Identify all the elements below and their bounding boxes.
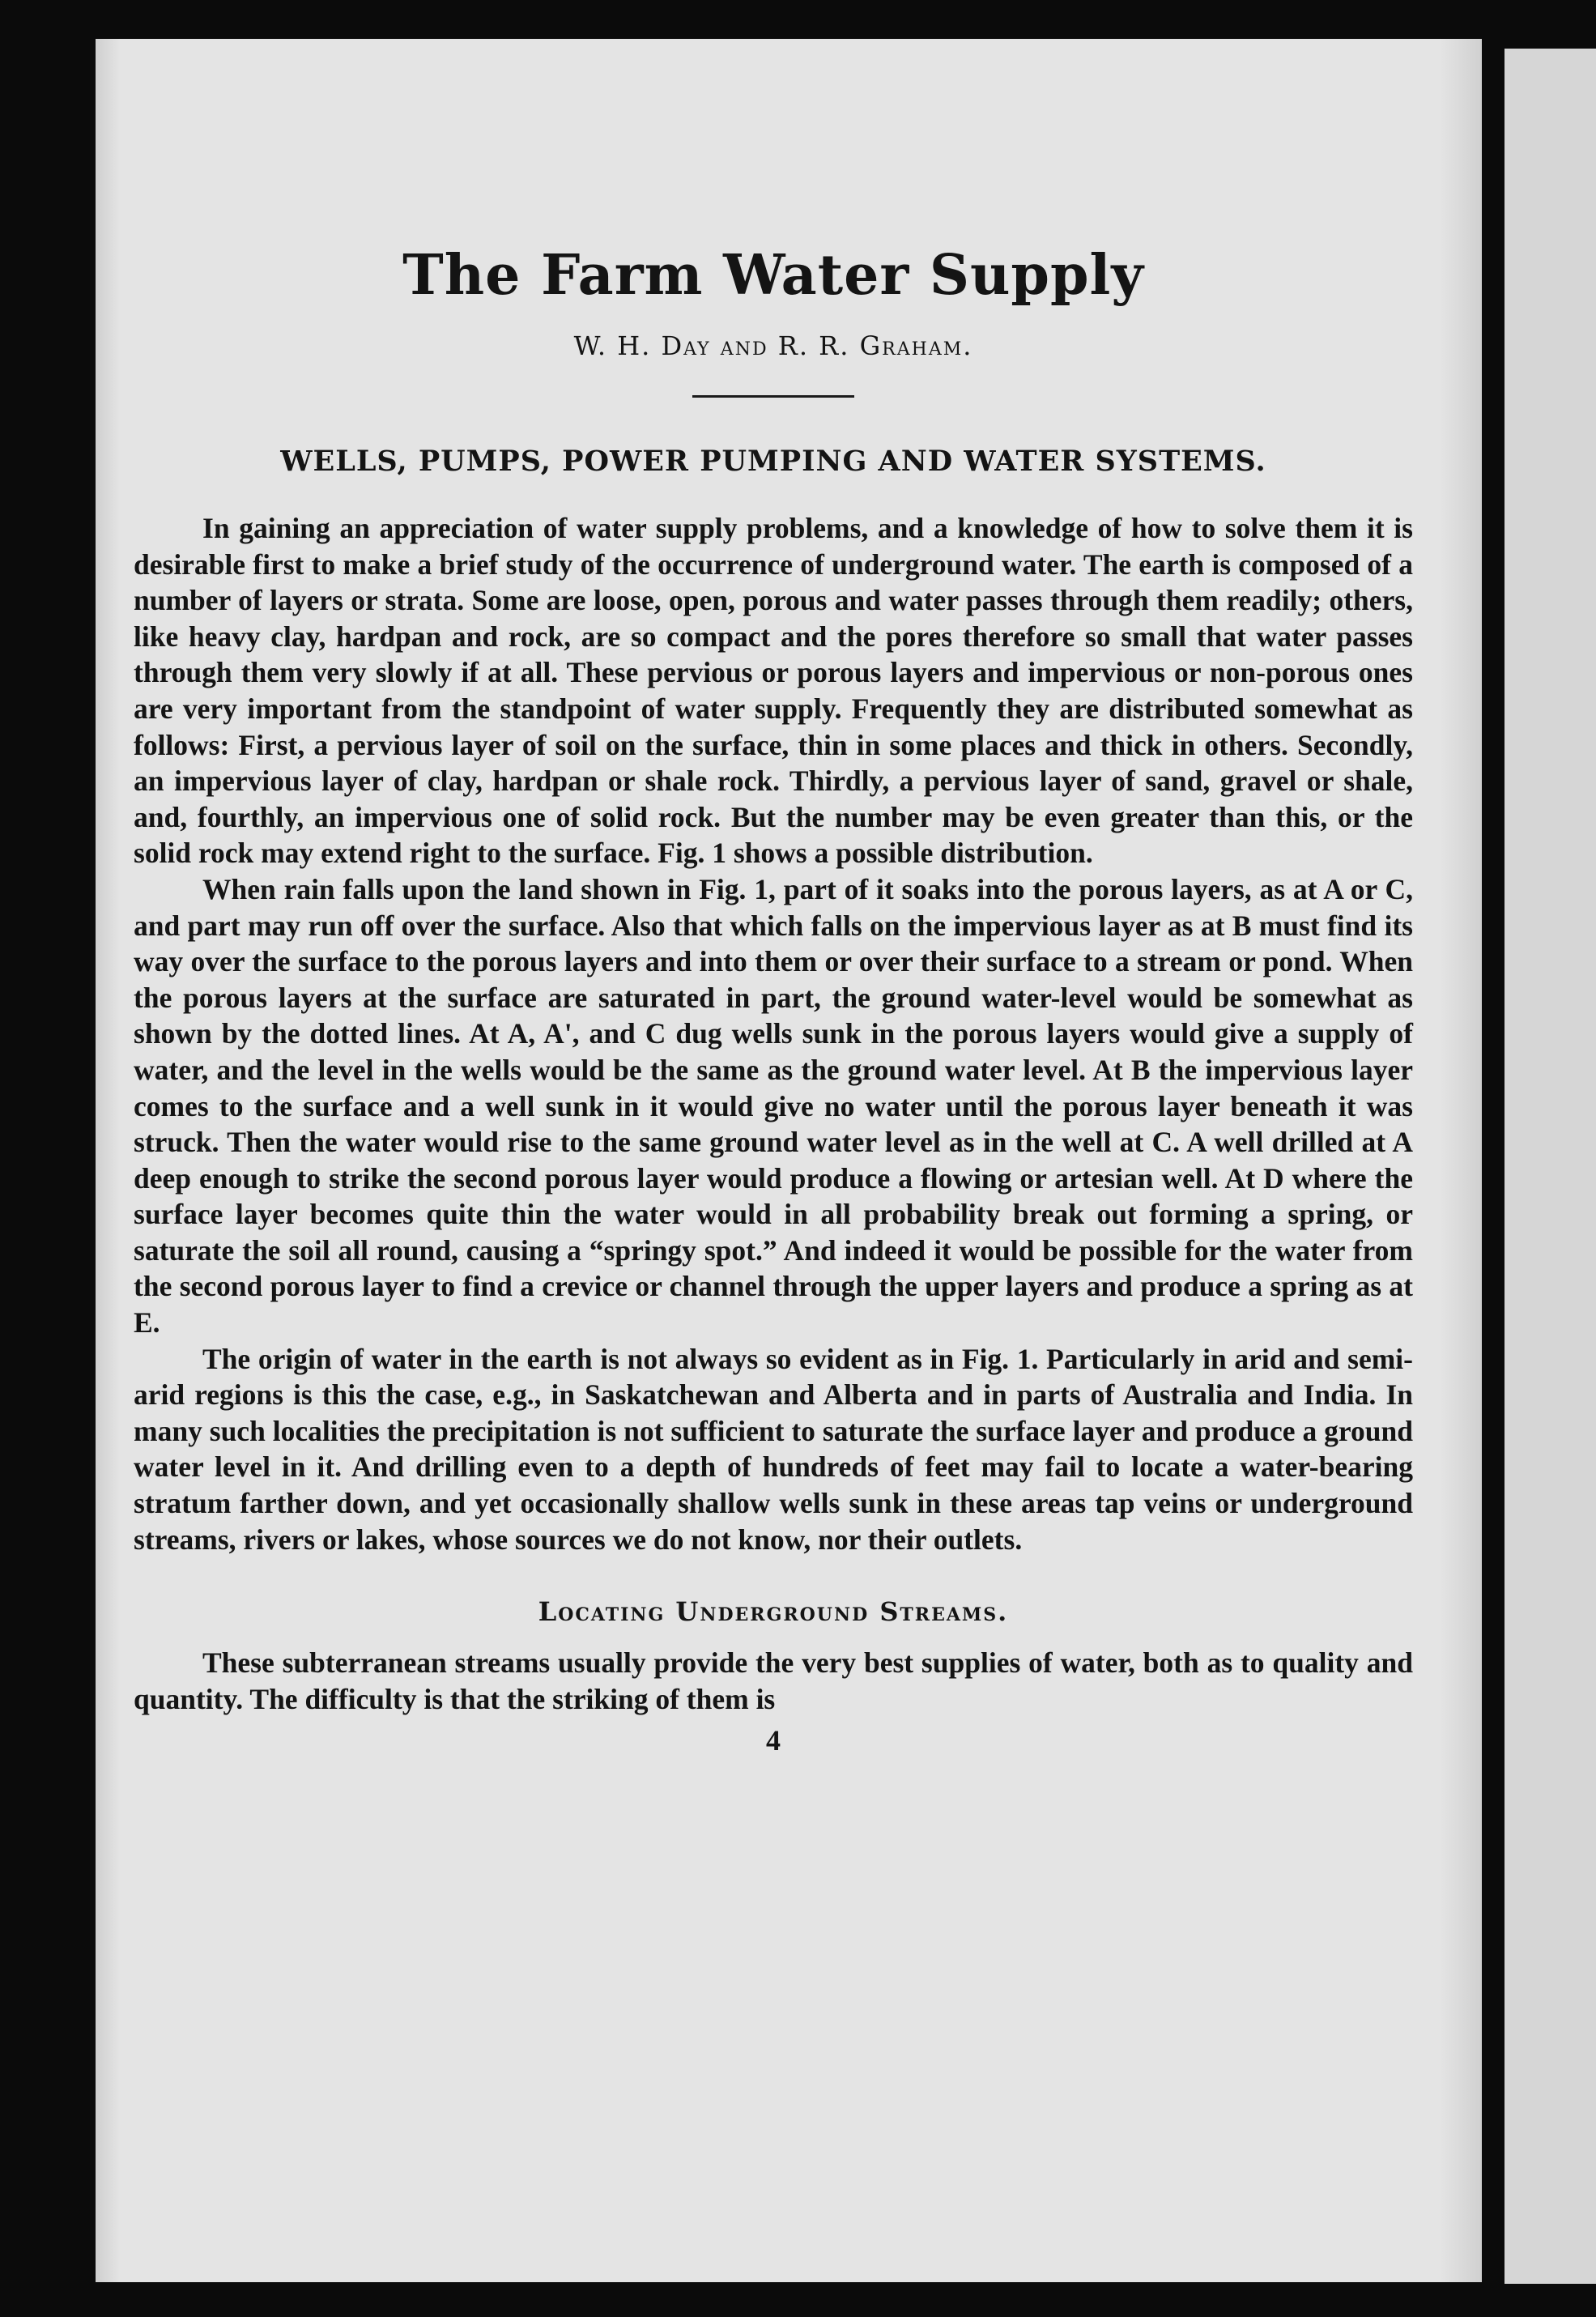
- body-paragraph: When rain falls upon the land shown in Fig. 1, part of it soaks into the porous layers, as at A or C, and part may run off over the surface. Also that which falls on the impervious layer as at B must find its way over the surface to the porous layers and into them or over their surface to a stream or pond. When the porous layers at the surface are saturated in part, the ground water-level would be somewhat as shown by the dotted lines. At A, A', and C dug wells sunk in the porous layers would give a supply of water, and the level in the wells would be the same as the ground water level. At B the impervious layer comes to the surface and a well sunk in it would give no water until the porous layer beneath it was struck. Then the water would rise to the same ground water level as in the well at C. A well drilled at A deep enough to strike the second porous layer would produce a flowing or artesian well. At D where the surface layer becomes quite thin the water would in all probability break out forming a spring, or saturate the soil all round, causing a “springy spot.” And indeed it would be possible for the water from the second porous layer to find a crevice or channel through the upper layers and produce a spring as at E.: [134, 872, 1413, 1340]
- section-heading: WELLS, PUMPS, POWER PUMPING AND WATER SYSTEMS.: [280, 445, 1266, 478]
- subsection-heading: Locating Underground Streams.: [538, 1596, 1009, 1628]
- adjacent-page-edge: [1504, 49, 1596, 2284]
- document-title: The Farm Water Supply: [402, 243, 1144, 308]
- authors-line: W. H. Day and R. R. Graham.: [573, 330, 973, 361]
- body-paragraph: In gaining an appreciation of water supply problems, and a knowledge of how to solve them it is desirable first to make a brief study of the occurrence of underground water. The earth is composed of a number of layers or strata. Some are loose, open, porous and water passes through them readily; others, like heavy clay, hardpan and rock, are so compact and the pores therefore so small that water passes through them very slowly if at all. These pervious or porous layers and impervious or non-porous ones are very important from the standpoint of water supply. Frequently they are distributed somewhat as follows: First, a pervious layer of soil on the surface, thin in some places and thick in others. Secondly, an impervious layer of clay, hardpan or shale rock. Thirdly, a pervious layer of sand, gravel or shale, and, fourthly, an impervious one of solid rock. But the number may be even greater than this, or the solid rock may extend right to the surface. Fig. 1 shows a possible distribution.: [134, 512, 1413, 870]
- title-divider: [692, 395, 854, 398]
- page-number: 4: [766, 1724, 781, 1757]
- page-content: [134, 243, 1413, 1757]
- body-paragraph: These subterranean streams usually provide the very best supplies of water, both as to quality and quantity. The difficulty is that the striking of them is: [134, 1646, 1413, 1715]
- body-paragraph: The origin of water in the earth is not always so evident as in Fig. 1. Particularly in arid and semi-arid regions is this the case, e.g., in Saskatchewan and Alberta and in parts of Australia and India. In many such localities the precipitation is not sufficient to saturate the surface layer and produce a ground water level in it. And drilling even to a depth of hundreds of feet may fail to locate a water-bearing stratum farther down, and yet occasionally shallow wells sunk in these areas tap veins or underground streams, rivers or lakes, whose sources we do not know, nor their outlets.: [134, 1342, 1413, 1556]
